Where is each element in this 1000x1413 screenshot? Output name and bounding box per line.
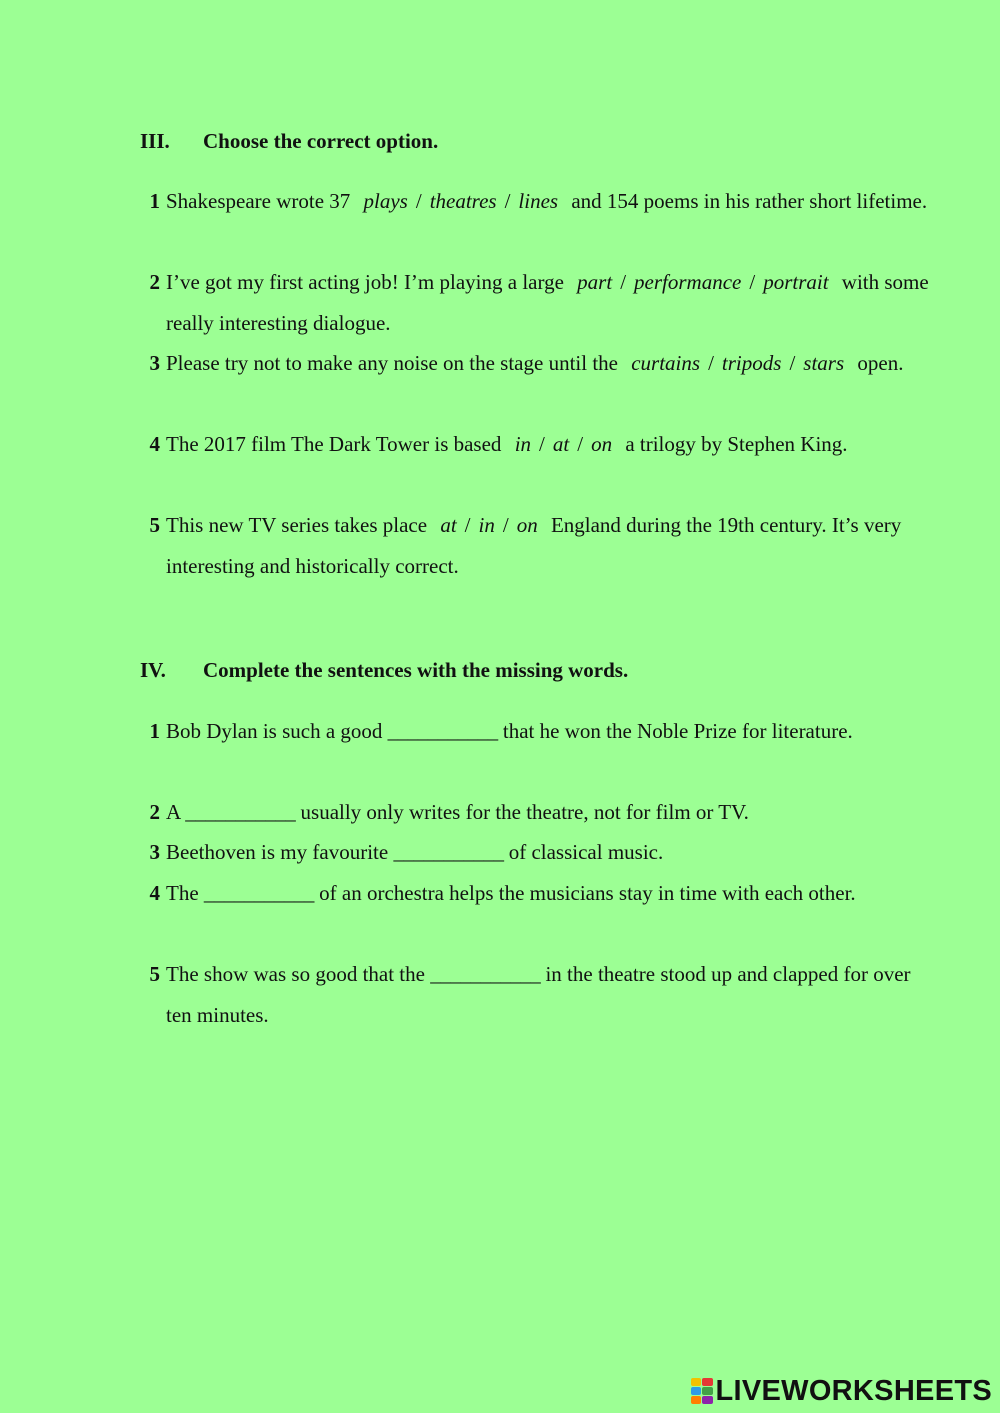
option-at[interactable]: at [552, 432, 570, 456]
fill-item-2 [140, 792, 940, 833]
item-number: 4 [149, 432, 160, 456]
option-curtains[interactable]: curtains [631, 351, 701, 375]
item-text: Shakespeare wrote 37 plays / theatres / lines and 154 poems in his rather short lifetime. [166, 189, 928, 213]
option-on[interactable]: on [591, 432, 613, 456]
section-roman-numeral: IV. [140, 658, 166, 682]
item-text: The ___________ of an orchestra helps the musicians stay in time with each other. [166, 881, 856, 905]
option-in[interactable]: in [478, 513, 495, 537]
item-text: I’ve got my first acting job! I’m playing a large part / performance / portrait with some really interesting dialogue. [166, 270, 929, 335]
fill-item-1 [140, 711, 940, 752]
answer-blank[interactable]: ___________ [393, 840, 504, 864]
option-performance[interactable]: performance [634, 270, 742, 294]
choice-item-3 [140, 343, 940, 384]
item-number: 2 [149, 270, 160, 294]
option-in[interactable]: in [514, 432, 532, 456]
option-plays[interactable]: plays [363, 189, 408, 213]
choice-item-4 [140, 424, 940, 465]
section-heading: Complete the sentences with the missing words. [203, 658, 629, 682]
choice-item-1 [140, 181, 940, 222]
option-tripods[interactable]: tripods [721, 351, 782, 375]
answer-blank[interactable]: ___________ [430, 962, 541, 986]
liveworksheets-logo[interactable] [691, 1375, 993, 1407]
item-number: 3 [149, 840, 160, 864]
logo-text: LIVEWORKSHEETS [715, 1374, 992, 1407]
item-text: This new TV series takes place at / in / on England during the 19th century. It’s very interesting and historically correct. [166, 513, 902, 578]
option-lines[interactable]: lines [518, 189, 559, 213]
section-title-iv [140, 656, 628, 684]
item-text: A ___________ usually only writes for the theatre, not for film or TV. [166, 800, 749, 824]
section-heading: Choose the correct option. [203, 129, 439, 153]
option-on[interactable]: on [516, 513, 538, 537]
item-text: Bob Dylan is such a good ___________ that he won the Noble Prize for literature. [166, 719, 853, 743]
option-portrait[interactable]: portrait [763, 270, 829, 294]
section-title-iii [140, 127, 438, 155]
item-text: The show was so good that the ___________ in the theatre stood up and clapped for over ten minutes. [166, 962, 911, 1027]
option-part[interactable]: part [577, 270, 613, 294]
item-text: The 2017 film The Dark Tower is based in / at / on a trilogy by Stephen King. [166, 432, 848, 456]
fill-item-3 [140, 832, 940, 873]
option-stars[interactable]: stars [803, 351, 845, 375]
choice-item-5 [140, 505, 940, 586]
section-roman-numeral: III. [140, 129, 170, 153]
answer-blank[interactable]: ___________ [203, 881, 314, 905]
fill-item-4 [140, 873, 940, 914]
answer-blank[interactable]: ___________ [387, 719, 498, 743]
item-number: 5 [149, 962, 160, 986]
item-number: 4 [149, 881, 160, 905]
liveworksheets-logo-icon [691, 1378, 713, 1404]
item-text: Beethoven is my favourite ___________ of classical music. [166, 840, 664, 864]
answer-blank[interactable]: ___________ [185, 800, 296, 824]
item-number: 2 [149, 800, 160, 824]
choice-item-2 [140, 262, 940, 343]
item-number: 1 [149, 189, 160, 213]
fill-item-5 [140, 954, 940, 1035]
option-at[interactable]: at [440, 513, 457, 537]
item-number: 5 [149, 513, 160, 537]
item-number: 1 [149, 719, 160, 743]
item-text: Please try not to make any noise on the stage until the curtains / tripods / stars open. [166, 351, 904, 375]
item-number: 3 [149, 351, 160, 375]
option-theatres[interactable]: theatres [429, 189, 497, 213]
